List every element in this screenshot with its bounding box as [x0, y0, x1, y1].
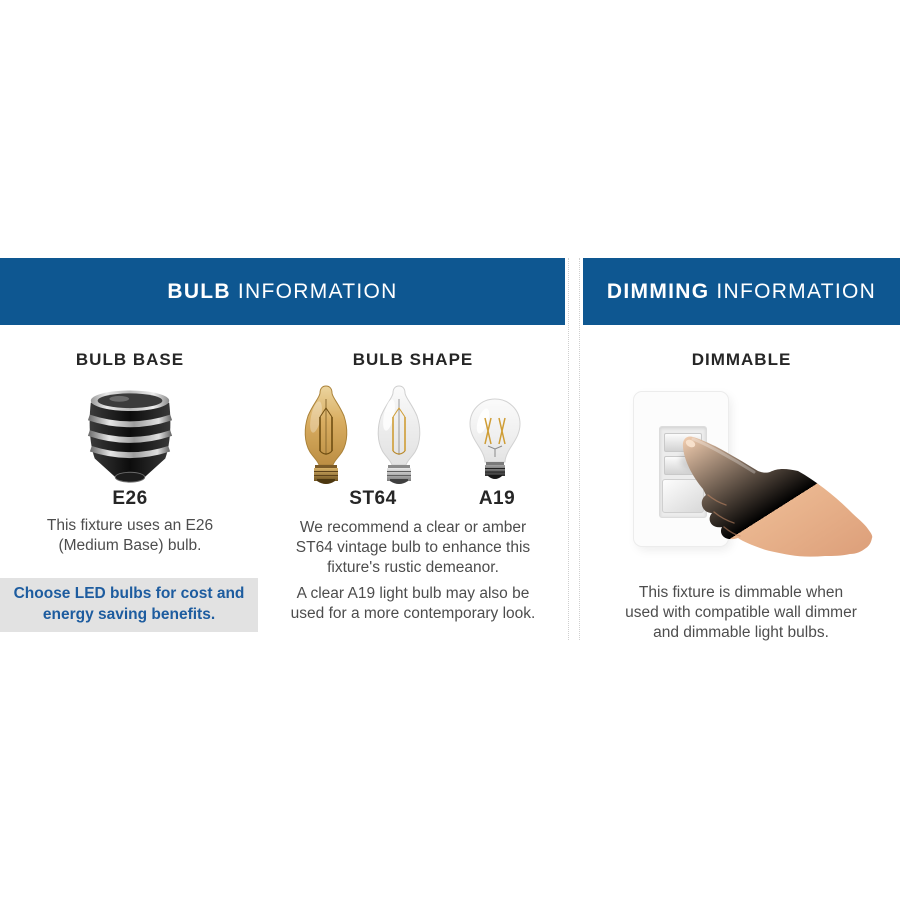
section-divider-dotted-line [579, 258, 580, 640]
bulb-information-header [0, 258, 565, 325]
a19-clear-bulb-image [468, 397, 522, 483]
dimmer-switch-image [620, 386, 878, 566]
bulb-shape-recommendation: We recommend a clear or amber ST64 vintage bulb to enhance this fixture's rustic demeanor. [295, 519, 531, 577]
dimming-information-title-rest: INFORMATION [716, 279, 877, 303]
dimming-information-header [583, 258, 900, 325]
dimmable-description: This fixture is dimmable when used with compatible wall dimmer and dimmable light bulbs. [625, 584, 857, 642]
st64-label: ST64 [349, 488, 397, 509]
section-divider-dotted-line [568, 258, 569, 640]
bulb-base-heading: BULB BASE [75, 350, 185, 369]
bulb-shape-heading: BULB SHAPE [352, 350, 474, 369]
pointing-hand-image [620, 386, 878, 566]
dimmable-heading: DIMMABLE [691, 350, 792, 369]
st64-clear-bulb-image [372, 383, 426, 487]
bulb-information-title-rest: INFORMATION [237, 279, 398, 303]
e26-label: E26 [112, 488, 148, 509]
bulb-base-description: This fixture uses an E26 (Medium Base) bulb. [46, 517, 214, 555]
e26-base-image [85, 388, 175, 486]
a19-label: A19 [478, 488, 516, 509]
bulb-information-title-bold: BULB [167, 279, 231, 303]
led-tip-text: Choose LED bulbs for cost and energy saving benefits. [13, 585, 245, 623]
led-tip-box [0, 578, 258, 632]
dimming-information-title-bold: DIMMING [606, 279, 710, 303]
st64-amber-bulb-image [299, 383, 353, 487]
bulb-shape-alternative: A clear A19 light bulb may also be used for a more contemporary look. [290, 585, 536, 623]
